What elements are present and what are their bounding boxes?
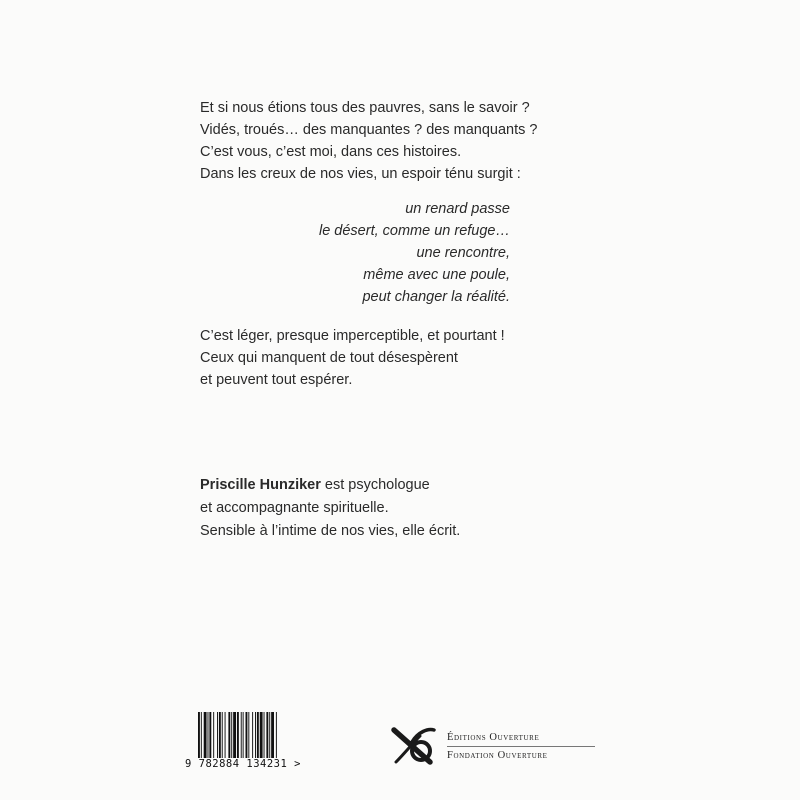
publisher-name-fondation: Fondation Ouverture [447, 750, 548, 761]
barcode-bar [264, 712, 265, 758]
barcode-bar [271, 712, 274, 758]
intro-line: Vidés, troués… des manquantes ? des manquants ? [200, 122, 538, 138]
barcode-bar [231, 712, 232, 758]
barcode-bar [237, 712, 239, 758]
bio-line: et accompagnante spirituelle. [200, 500, 389, 516]
barcode-bar [208, 712, 209, 758]
publisher-block [390, 722, 610, 772]
intro-paragraph [200, 97, 537, 185]
poem-line: le désert, comme un refuge… [318, 223, 510, 239]
barcode-bar [269, 712, 270, 758]
barcode-bar [266, 712, 268, 758]
barcode-bar [276, 712, 277, 758]
publisher-divider [447, 746, 595, 747]
barcode-bar [201, 712, 202, 758]
intro-line: Dans les creux de nos vies, un espoir ténu surgit : [200, 166, 521, 182]
barcode-digits: 9 782884 134231 > [185, 758, 301, 770]
publisher-name-editions: Éditions Ouverture [447, 732, 540, 743]
closing-paragraph [200, 325, 505, 391]
closing-line: et peuvent tout espérer. [200, 372, 353, 388]
barcode-bar [204, 712, 207, 758]
bio-line-rest: est psychologue [320, 477, 430, 493]
barcode-bar [233, 712, 236, 758]
barcode-bar [248, 712, 249, 758]
bio-line: Sensible à l’intime de nos vies, elle écrit. [200, 523, 461, 539]
poem-line: même avec une poule, [363, 267, 510, 283]
barcode-bar [219, 712, 221, 758]
isbn-barcode [185, 712, 320, 772]
xo-publisher-logo-icon [390, 722, 436, 768]
barcode-bar [243, 712, 244, 758]
poem-line: une rencontre, [416, 245, 510, 261]
barcode-bar [255, 712, 256, 758]
intro-line: Et si nous étions tous des pauvres, sans le savoir ? [200, 100, 530, 116]
barcode-bar [246, 712, 248, 758]
barcode-bars [198, 712, 303, 758]
author-bio [200, 474, 460, 543]
poem-line: un renard passe [405, 201, 510, 217]
barcode-bar [228, 712, 230, 758]
intro-line: C’est vous, c’est moi, dans ces histoires. [200, 144, 462, 160]
barcode-bar [198, 712, 200, 758]
publisher-names [447, 732, 597, 761]
bio-line [200, 474, 460, 497]
closing-line: C’est léger, presque imperceptible, et pourtant ! [200, 328, 505, 344]
barcode-bar [260, 712, 263, 758]
poem-line: peut changer la réalité. [362, 289, 510, 305]
barcode-bar [222, 712, 223, 758]
barcode-bar [209, 712, 211, 758]
poem-excerpt [280, 198, 510, 308]
barcode-bar [257, 712, 259, 758]
closing-line: Ceux qui manquent de tout désespèrent [200, 350, 458, 366]
barcode-bar [217, 712, 218, 758]
barcode-bar [213, 712, 214, 758]
barcode-bar [252, 712, 253, 758]
barcode-bar [225, 712, 226, 758]
barcode-bar [241, 712, 242, 758]
author-name: Priscille Hunziker [200, 477, 321, 493]
